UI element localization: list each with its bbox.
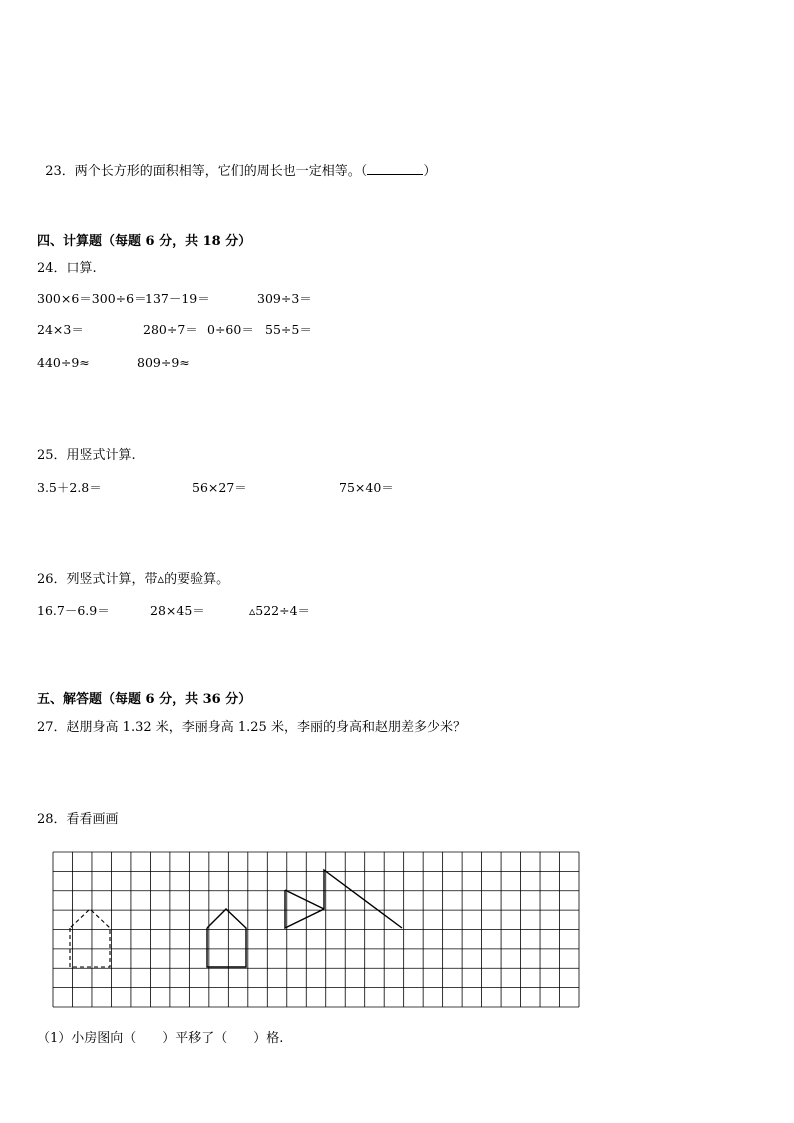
oral-item: 55÷5＝ <box>265 322 312 337</box>
question-24-title: 24．口算. <box>37 261 97 276</box>
calc-item: 56×27＝ <box>192 480 247 495</box>
question-23-close: ） <box>423 164 437 179</box>
oral-item: 809÷9≈ <box>137 355 190 370</box>
oral-item: 137－19＝ <box>145 291 210 306</box>
oral-item: 300×6＝300÷6＝ <box>37 291 147 306</box>
zigzag-top-edge <box>285 890 324 909</box>
calc-item: 3.5＋2.8＝ <box>37 480 102 495</box>
square-grid-figure <box>52 851 580 1009</box>
oral-item: 440÷9≈ <box>37 355 90 370</box>
oral-item: 309÷3＝ <box>257 291 312 306</box>
solid-house-shape <box>207 909 246 967</box>
oral-item: 0÷60＝ <box>207 322 254 337</box>
oral-item: 24×3＝ <box>37 322 84 337</box>
section-4-title: 四、计算题（每题 6 分，共 18 分） <box>37 234 252 249</box>
question-28-title: 28．看看画画 <box>37 812 119 827</box>
answer-blank[interactable] <box>367 162 423 175</box>
question-27: 27．赵朋身高 1.32 米，李丽身高 1.25 米，李丽的身高和赵朋差多少米？ <box>37 720 466 735</box>
calc-item: 16.7－6.9＝ <box>37 603 110 618</box>
question-25-title: 25．用竖式计算. <box>37 448 136 463</box>
question-23-text: 23．两个长方形的面积相等，它们的周长也一定相等。（ <box>45 164 368 179</box>
section-5-title: 五、解答题（每题 6 分，共 36 分） <box>37 692 252 707</box>
question-26-title: 26．列竖式计算，带▵的要验算。 <box>37 572 230 587</box>
grid-lines <box>53 852 579 1007</box>
question-28-sub-1: （1）小房图向（ ）平移了（ ）格. <box>37 1031 284 1046</box>
calc-item: 75×40＝ <box>339 480 394 495</box>
dashed-house-shape <box>70 909 110 967</box>
oral-item: 280÷7＝ <box>143 322 198 337</box>
calc-item: ▵522÷4＝ <box>249 603 311 618</box>
question-23 <box>37 146 436 180</box>
calc-item: 28×45＝ <box>150 603 205 618</box>
